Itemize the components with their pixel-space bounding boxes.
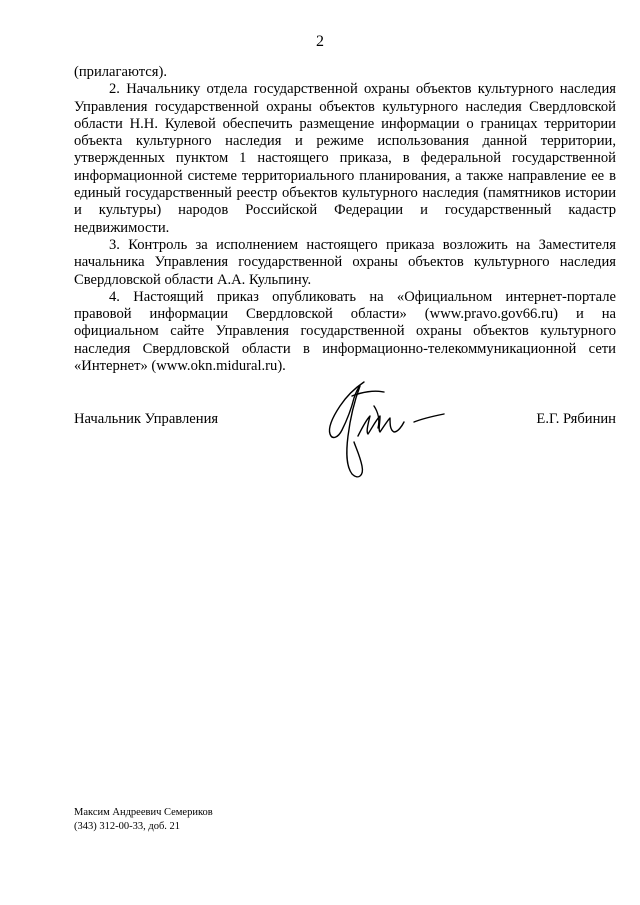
paragraph-item-3: 3. Контроль за исполнением настоящего приказа возложить на Заместителя начальника Управления государственной охраны объектов культурного наследия Свердловской области А.А. Кульпину.	[74, 236, 616, 288]
signer-name: Е.Г. Рябинин	[536, 411, 616, 427]
document-body	[74, 64, 616, 375]
signer-position: Начальник Управления	[74, 411, 219, 427]
executor-phone: (343) 312-00-33, доб. 21	[74, 820, 181, 832]
executor-info	[74, 806, 213, 833]
executor-name: Максим Андреевич Семериков	[74, 807, 213, 818]
handwritten-signature	[318, 376, 458, 488]
paragraph-item-4: 4. Настоящий приказ опубликовать на «Официальном интернет-портале правовой информации Свердловской области» (www.pravo.gov66.ru) и на официальном сайте Управления государственной охраны объектов культурного наследия Свердловской области в информационно-телекоммуникационной сети «Интернет» (www.okn.midural.ru).	[74, 288, 616, 375]
paragraph-item-2: 2. Начальнику отдела государственной охраны объектов культурного наследия Управления государственной охраны объектов культурного наследия Свердловской области Н.Н. Кулевой обеспечить размещение информации о границах территории объекта культурного наследия и режиме использования данной территории, утвержденных пунктом 1 настоящего приказа, в федеральной государственной информационной системе территориального планирования, а также направление ее в единый государственный реестр объектов культурного наследия (памятников истории и культуры) народов Российской Федерации и государственный кадастр недвижимости.	[74, 81, 616, 236]
paragraph-continuation: (прилагаются).	[74, 64, 167, 80]
page-number: 2	[316, 33, 324, 50]
